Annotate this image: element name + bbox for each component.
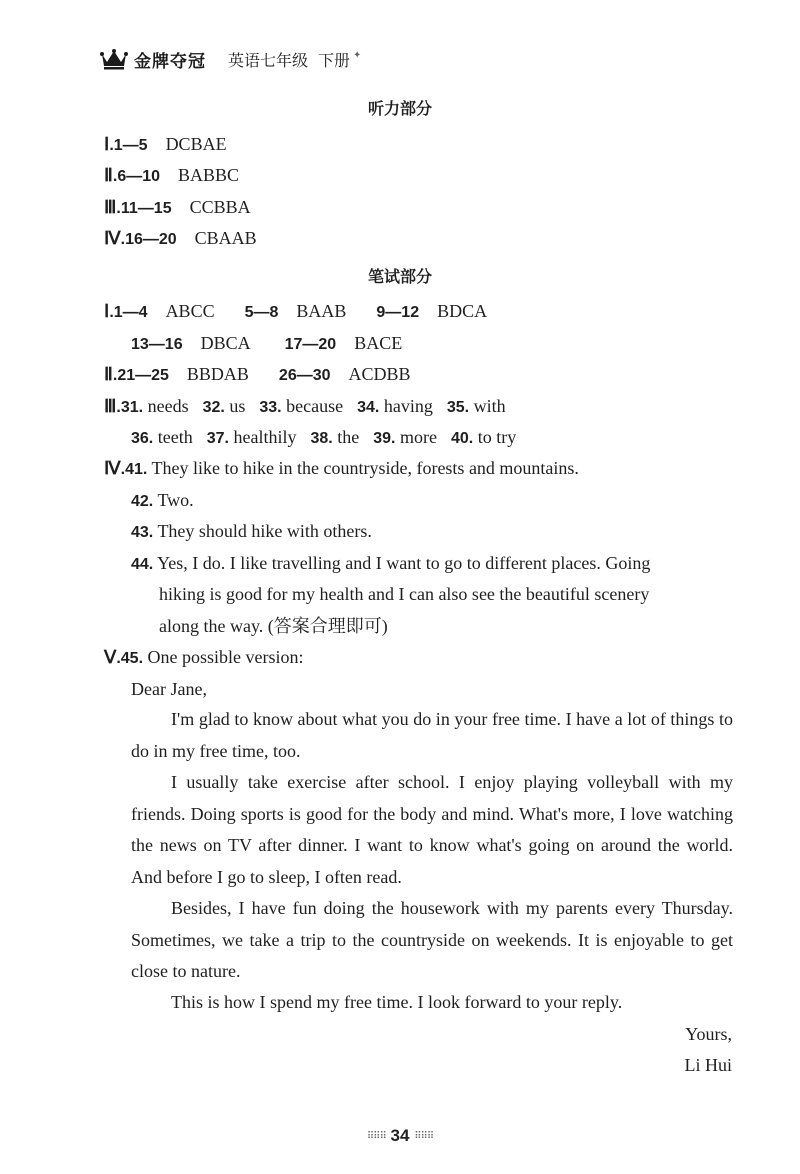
range: 21—25 [117, 367, 169, 384]
answer-text: They like to hike in the countryside, forests and mountains. [151, 458, 579, 478]
question-number: 40 [450, 430, 469, 447]
roman-numeral: Ⅰ [104, 134, 110, 154]
question-number: 37 [206, 430, 225, 447]
answer-word: more [399, 427, 437, 447]
answer-text: Yes, I do. I like travelling and I want to go to different places. Going [157, 553, 651, 573]
letter-paragraph-3 [131, 893, 733, 988]
written-part3-row2: 36. teeth 37. healthily 38. the 39. more 40. to try [131, 427, 517, 447]
letter-signature: Li Hui [684, 1055, 732, 1075]
listening-row: Ⅱ.6—10 BABBC [104, 165, 240, 185]
answer-word: needs [147, 396, 189, 416]
answer-word: us [229, 396, 246, 416]
crown-icon [100, 48, 128, 70]
listening-title: 听力部分 [367, 99, 432, 118]
written-part5-intro: Ⅴ.45. One possible version: [104, 647, 304, 667]
sparkle-icon: ✦ [353, 49, 362, 61]
question-number: 32 [202, 399, 221, 416]
question-number: 41 [125, 461, 143, 478]
question-number: 44 [131, 556, 149, 573]
listening-row: Ⅳ.16—20 CBAAB [104, 228, 257, 248]
answers: BACE [354, 333, 403, 353]
answers: ACDBB [348, 364, 411, 384]
range: 1—4 [113, 304, 148, 321]
range: 1—5 [113, 137, 148, 154]
page-header [100, 44, 361, 74]
written-part4-q44-line1: 44. Yes, I do. I like travelling and I want to go to different places. Going [131, 553, 651, 573]
written-part4-q44-line3: along the way. (答案合理即可) [159, 616, 388, 636]
answers: DBCA [200, 333, 251, 353]
question-number: 43 [131, 524, 149, 541]
answers: DCBAE [165, 134, 227, 154]
answer-word: having [383, 396, 433, 416]
answers: BBDAB [186, 364, 249, 384]
brand-name: 金牌夺冠 [134, 51, 206, 72]
answer-word: with [473, 396, 506, 416]
range: 5—8 [244, 304, 279, 321]
answer-text: They should hike with others. [157, 521, 372, 541]
paragraph-text: I usually take exercise after school. I enjoy playing volleyball with my friends. Doing sports is good for the body and mind. What's more, I love watching the news on TV after dinner. I want to know what's going on around the world. And before I go to sleep, I often read. [131, 772, 733, 887]
paragraph-text: This is how I spend my free time. I look forward to your reply. [171, 992, 623, 1012]
letter-closing: Yours, [685, 1024, 732, 1044]
question-number: 38 [310, 430, 329, 447]
answers: CBAAB [194, 228, 257, 248]
written-part3-row1: Ⅲ.31. needs 32. us 33. because 34. having 35. with [104, 396, 506, 416]
roman-numeral: Ⅴ [104, 647, 117, 667]
answers: ABCC [165, 301, 215, 321]
written-part4-q42: 42. Two. [131, 490, 194, 510]
answer-word: because [286, 396, 344, 416]
intro-text: One possible version: [147, 647, 304, 667]
roman-numeral: Ⅳ [104, 458, 121, 478]
question-number: 35 [446, 399, 465, 416]
written-part4-q41: Ⅳ.41. They like to hike in the countryside, forests and mountains. [104, 458, 579, 478]
answer-text: Two. [157, 490, 194, 510]
answers: BAAB [296, 301, 347, 321]
answers: BDCA [437, 301, 488, 321]
question-number: 31 [120, 399, 139, 416]
range: 6—10 [117, 168, 161, 185]
written-part2-row: Ⅱ.21—25 BBDAB 26—30 ACDBB [104, 364, 411, 384]
paragraph-text: Besides, I have fun doing the housework with my parents every Thursday. Sometimes, we take a trip to the countryside on weekends. It is enjoyable to get close to nature. [131, 898, 733, 981]
subject-label: 英语七年级 [228, 50, 309, 70]
roman-numeral: Ⅱ [104, 165, 113, 185]
answers: BABBC [178, 165, 240, 185]
dots-left-icon: ⠿⠿⠿ [366, 1131, 386, 1143]
roman-numeral: Ⅳ [104, 228, 121, 248]
range: 13—16 [131, 336, 183, 353]
question-number: 42 [131, 493, 149, 510]
range: 17—20 [284, 336, 337, 353]
question-number: 33 [259, 399, 278, 416]
listening-row: Ⅲ.11—15 CCBBA [104, 197, 251, 217]
range: 9—12 [376, 304, 420, 321]
roman-numeral: Ⅲ [104, 197, 117, 217]
range: 16—20 [125, 231, 177, 248]
answer-word: the [337, 427, 360, 447]
question-number: 36 [131, 430, 149, 447]
written-title: 笔试部分 [367, 267, 432, 286]
letter-paragraph-1 [131, 704, 733, 767]
range: 26—30 [278, 367, 331, 384]
letter-paragraph-2 [131, 767, 733, 893]
roman-numeral: Ⅰ [104, 301, 110, 321]
answer-word: to try [477, 427, 517, 447]
roman-numeral: Ⅱ [104, 364, 113, 384]
range: 11—15 [120, 200, 172, 217]
question-number: 39 [373, 430, 392, 447]
listening-row: Ⅰ.1—5 DCBAE [104, 134, 227, 154]
question-number: 34 [357, 399, 375, 416]
paragraph-text: I'm glad to know about what you do in your free time. I have a lot of things to do in my free time, too. [131, 709, 733, 761]
answer-word: healthily [233, 427, 297, 447]
letter-greeting: Dear Jane, [131, 679, 207, 699]
answers: CCBBA [189, 197, 251, 217]
question-number: 45 [120, 650, 139, 667]
written-part4-q44-line2: hiking is good for my health and I can also see the beautiful scenery [159, 584, 650, 604]
page-number-text: 34 [390, 1126, 410, 1145]
answer-word: teeth [157, 427, 193, 447]
page-number [0, 1126, 800, 1146]
written-part1-row1: Ⅰ.1—4 ABCC 5—8 BAAB 9—12 BDCA [104, 301, 488, 321]
term-label: 下册 [318, 50, 351, 70]
letter-paragraph-4 [131, 987, 733, 1019]
written-part1-row2 [131, 331, 402, 357]
roman-numeral: Ⅲ [104, 396, 117, 416]
written-part4-q43: 43. They should hike with others. [131, 521, 372, 541]
dots-right-icon: ⠿⠿⠿ [414, 1131, 434, 1143]
